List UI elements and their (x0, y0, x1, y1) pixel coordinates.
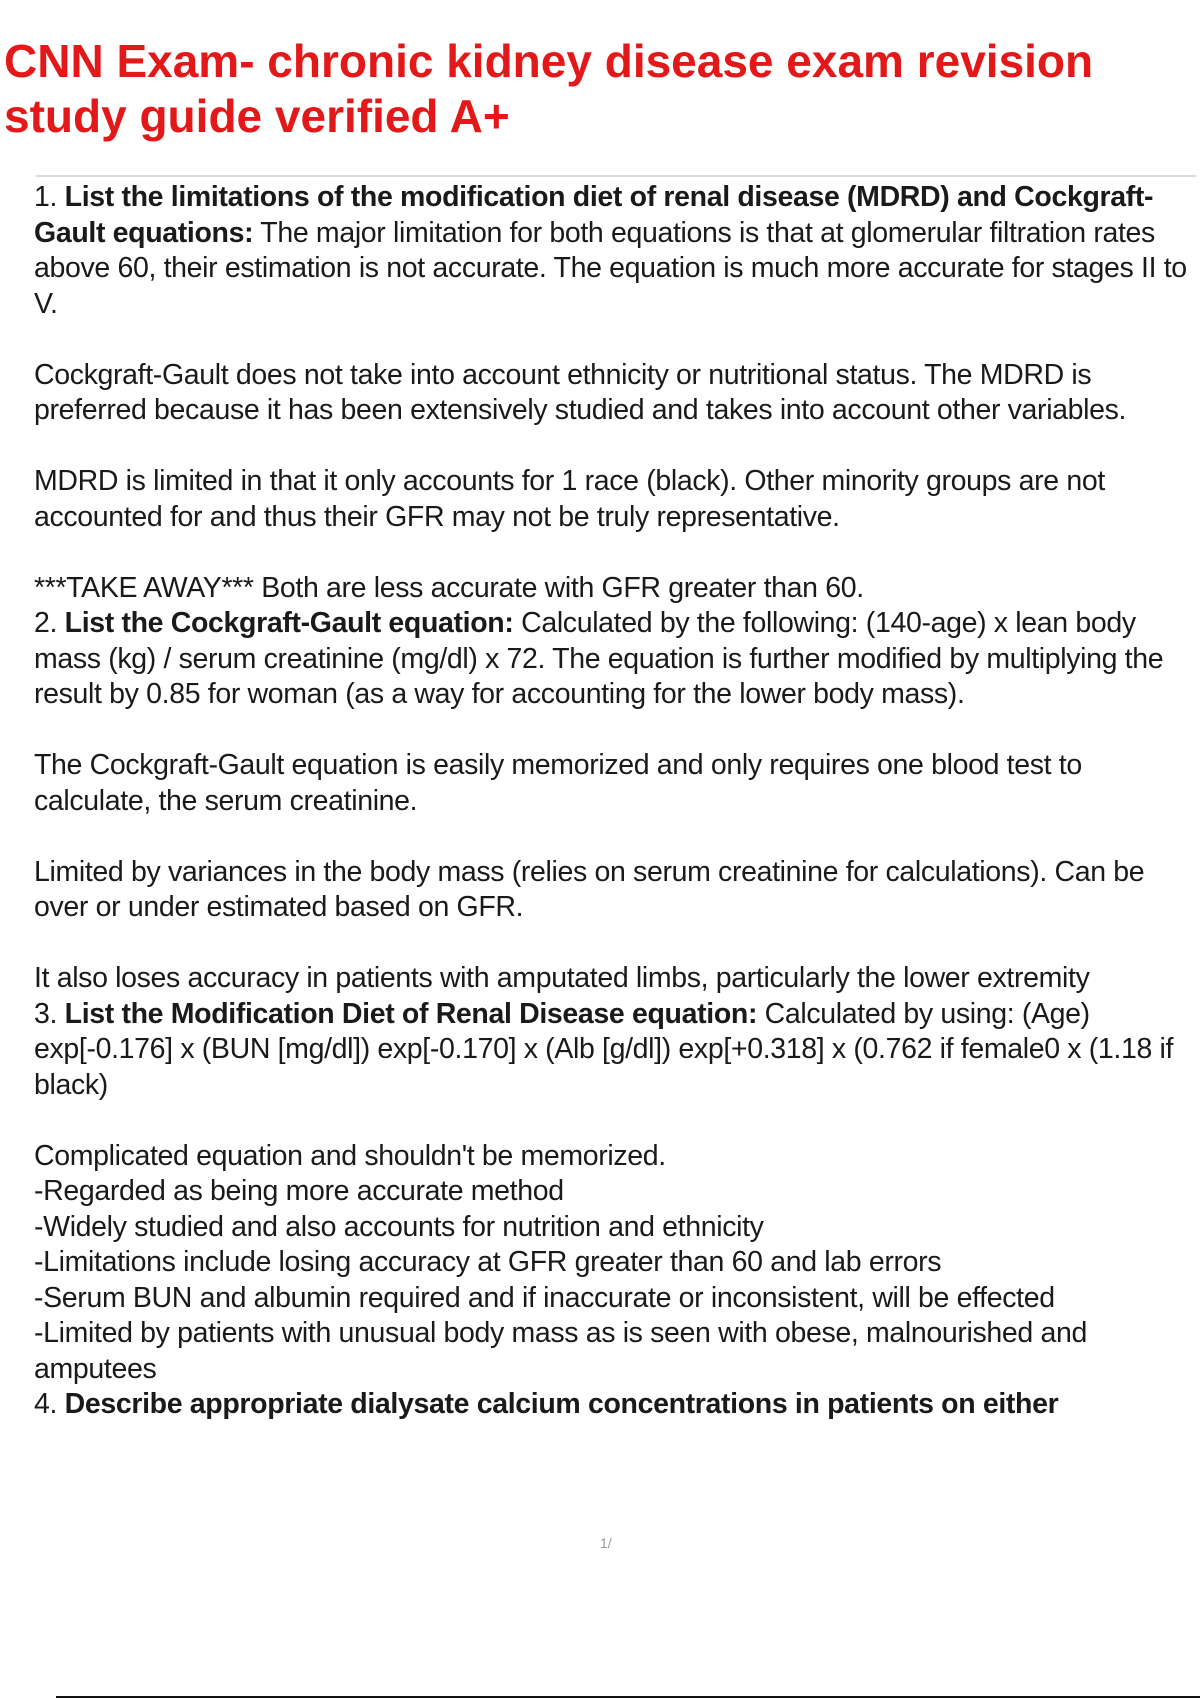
question-4-paragraph (34, 1387, 1200, 1423)
question-1-paragraph (34, 180, 1200, 322)
question-4-number: 4. (34, 1388, 65, 1420)
question-1-answer: The major limitation for both equations is that at glomerular filtration rates above 60, their estimation is not accurate. The equation is much more accurate for stages II to V. (34, 216, 1187, 320)
question-2-paragraph (34, 606, 1200, 713)
question-3-paragraph (34, 997, 1200, 1104)
question-3-bullet: -Regarded as being more accurate method (34, 1175, 564, 1207)
footer-divider (56, 1696, 1200, 1698)
question-item-3 (34, 997, 1200, 1388)
question-item-2 (34, 606, 1200, 997)
question-2-note-1: The Cockgraft-Gault equation is easily memorized and only requires one blood test to calculate, the serum creatinine. (34, 749, 1082, 817)
question-3-bullet: -Limited by patients with unusual body mass as is seen with obese, malnourished and amputees (34, 1317, 1087, 1385)
question-2-answer: Calculated by the following: (140-age) x lean body mass (kg) / serum creatinine (mg/dl) x 72. The equation is further modified by multiplying the result by 0.85 for woman (as a way for accounting for the lower body mass). (34, 607, 1164, 710)
question-1-note-2: MDRD is limited in that it only accounts for 1 race (black). Other minority groups are not accounted for and thus their GFR may not be truly representative. (34, 465, 1105, 533)
title-divider (36, 175, 1196, 177)
study-guide-content (34, 180, 1200, 1423)
question-2-note-2: Limited by variances in the body mass (relies on serum creatinine for calculations). Can be over or under estimated based on GFR. (34, 855, 1145, 923)
question-3-bullet: -Limitations include losing accuracy at GFR greater than 60 and lab errors (34, 1246, 942, 1278)
question-2-number: 2. (34, 607, 65, 639)
question-3-note-1: Complicated equation and shouldn't be memorized. (34, 1139, 666, 1172)
question-3-bullet: -Serum BUN and albumin required and if inaccurate or inconsistent, will be effected (34, 1281, 1055, 1314)
question-1-text: List the limitations of the modification diet of renal disease (MDRD) and Cockgraft-Gault equations: (34, 181, 1154, 249)
question-item-1 (34, 180, 1200, 606)
question-3-answer: Calculated by using: (Age) exp[-0.176] x (BUN [mg/dl]) exp[-0.170] x (Alb [g/dl]) exp[+0.318] x (0.762 if female0 x (1.18 if black) (34, 997, 1174, 1101)
question-1-takeaway: ***TAKE AWAY*** Both are less accurate with GFR greater than 60. (34, 571, 864, 604)
page-number: 1/ (600, 1535, 612, 1551)
question-1-note-1: Cockgraft-Gault does not take into account ethnicity or nutritional status. The MDRD is preferred because it has been extensively studied and takes into account other variables. (34, 358, 1127, 426)
question-3-bullet: -Widely studied and also accounts for nutrition and ethnicity (34, 1210, 764, 1243)
question-2-text: List the Cockgraft-Gault equation: (64, 607, 514, 639)
document-title: CNN Exam- chronic kidney disease exam revision study guide verified A+ (4, 35, 1094, 142)
question-1-number: 1. (34, 181, 65, 213)
question-2-note-3: It also loses accuracy in patients with amputated limbs, particularly the lower extremity (34, 962, 1090, 994)
question-item-4 (34, 1387, 1200, 1423)
question-3-number: 3. (34, 997, 65, 1030)
question-4-text: Describe appropriate dialysate calcium concentrations in patients on either (64, 1388, 1059, 1420)
question-3-text: List the Modification Diet of Renal Disease equation: (64, 997, 758, 1030)
